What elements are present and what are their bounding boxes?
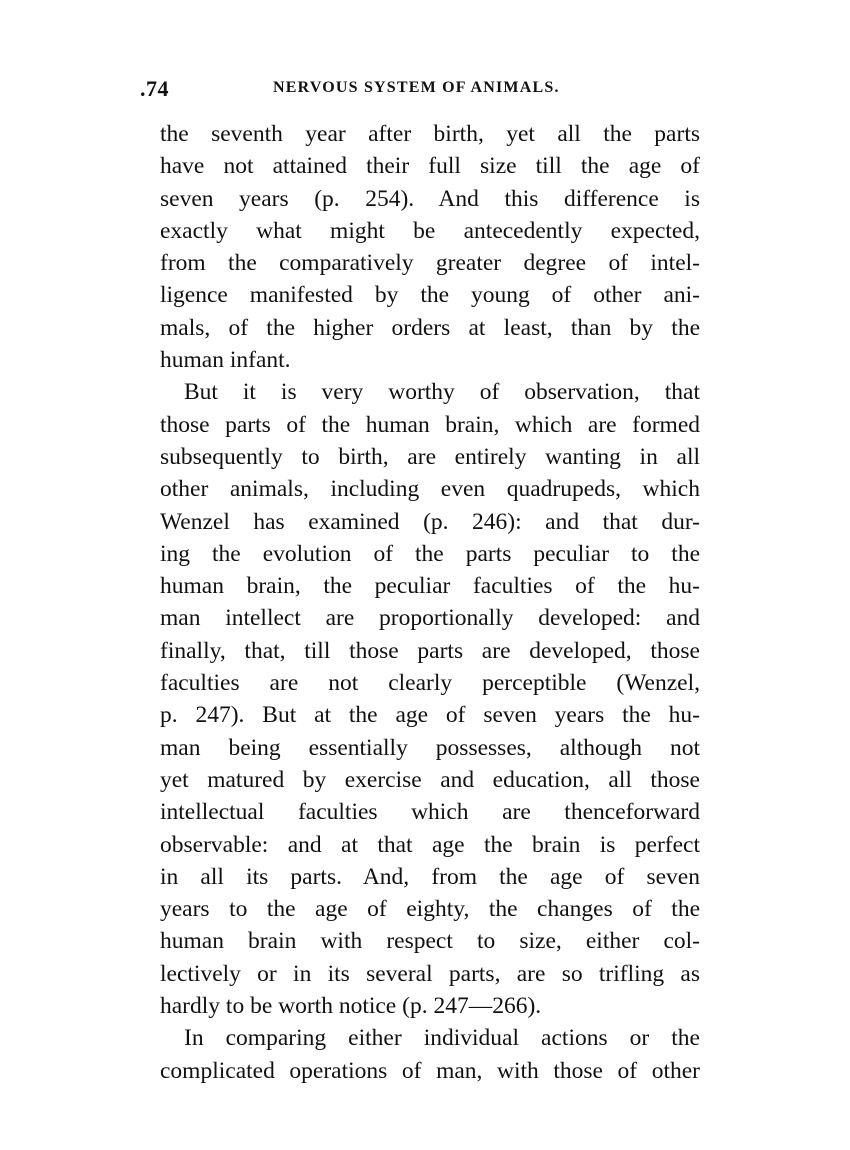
text-line: finally, that, till those parts are developed, those [160,637,700,664]
text-line: yet matured by exercise and education, all those [160,766,700,793]
text-line: intellectual faculties which are thenceforward [160,799,700,826]
text-line: complicated operations of man, with those of other [160,1057,700,1084]
text-line: years to the age of eighty, the changes of the [160,896,700,923]
text-line: Wenzel has examined (p. 246): and that dur- [160,508,700,535]
text-line: subsequently to birth, are entirely wanting in all [160,443,700,470]
text-line: the seventh year after birth, yet all the parts [160,121,700,147]
body-text [160,118,700,1087]
text-line: other animals, including even quadrupeds, which [160,476,700,503]
text-line: lectively or in its several parts, are so trifling as [160,960,700,987]
text-line: ing the evolution of the parts peculiar to the [160,540,700,567]
text-line: seven years (p. 254). And this difference is [160,185,700,212]
text-line: those parts of the human brain, which are formed [160,411,700,438]
text-line: human infant. [160,347,291,374]
text-line: ligence manifested by the young of other ani- [160,282,700,309]
text-line: human brain with respect to size, either col- [160,928,700,955]
text-line: from the comparatively greater degree of intel- [160,250,700,277]
page-number: .74 [140,76,169,101]
text-line: faculties are not clearly perceptible (Wenzel, [160,670,700,697]
text-line: in all its parts. And, from the age of seven [160,863,700,890]
text-line: have not attained their full size till the age of [160,153,700,180]
text-line: observable: and at that age the brain is perfect [160,831,700,858]
text-line: mals, of the higher orders at least, than by the [160,314,700,341]
text-line: man intellect are proportionally developed: and [160,605,700,632]
text-line: human brain, the peculiar faculties of the hu- [160,573,700,600]
text-line: p. 247). But at the age of seven years the hu- [160,702,700,729]
text-line: exactly what might be antecedently expected, [160,217,700,244]
running-head [140,76,700,102]
text-line: man being essentially possesses, although not [160,734,700,761]
text-line: But it is very worthy of observation, that [184,379,700,406]
text-line: In comparing either individual actions or the [184,1025,700,1052]
running-title: NERVOUS SYSTEM OF ANIMALS. [273,79,560,96]
text-line: hardly to be worth notice (p. 247—266). [160,993,542,1020]
